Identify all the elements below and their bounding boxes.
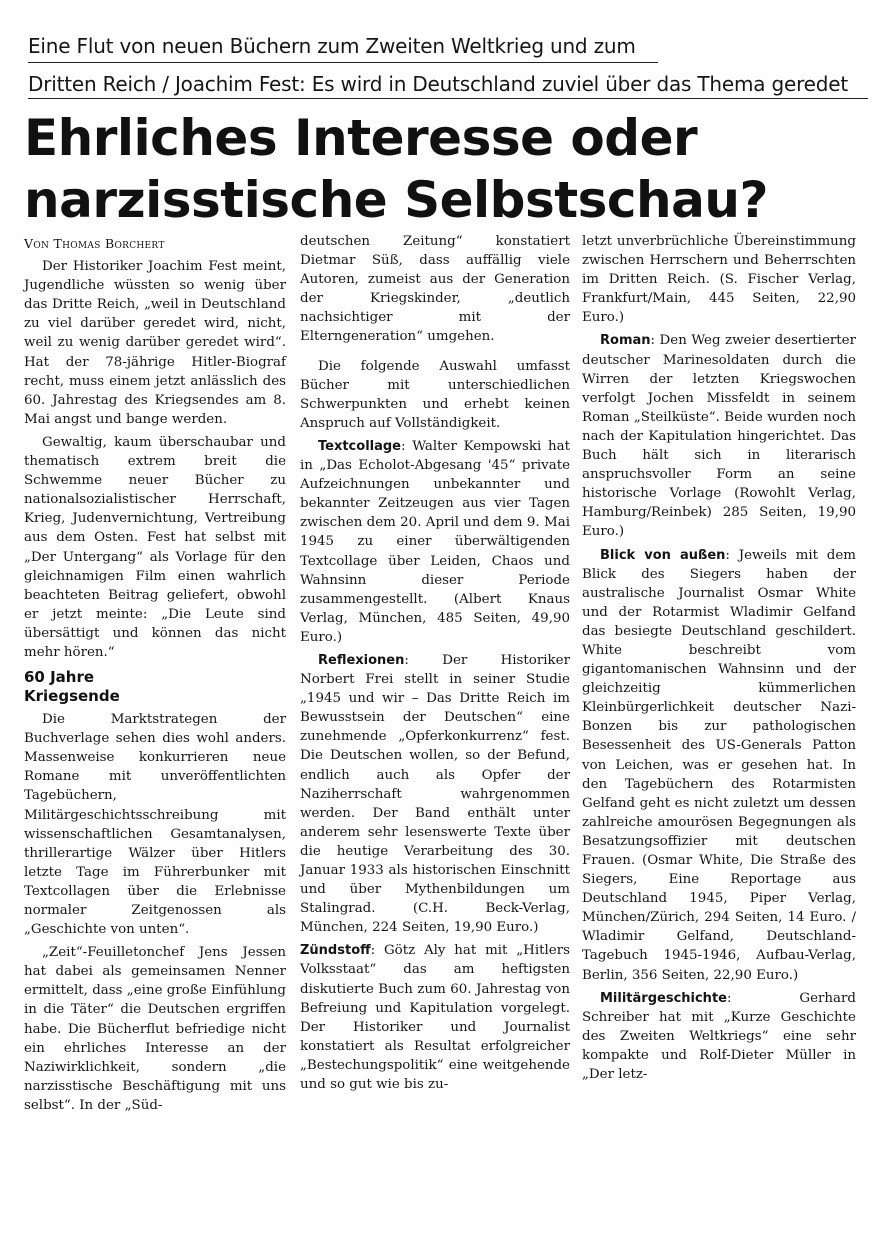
- section-heading-line-2: Kriegsende: [24, 687, 120, 706]
- headline-line-2: narzisstische Selbstschau?: [24, 171, 768, 229]
- article-column-2: [300, 232, 570, 1098]
- paragraph-lead: Textcollage: [318, 438, 402, 454]
- paragraph-lead: Reflexionen: [318, 652, 405, 668]
- section-heading-line-1: 60 Jahre: [24, 668, 95, 687]
- kicker-line-2: Dritten Reich / Joachim Fest: Es wird in Deutschland zuviel über das Thema geredet: [28, 72, 849, 96]
- paragraph: Blick von außen: Jeweils mit dem Blick des Siegers haben der australische Journalist Osmar White und der Rotarmist Wladimir Gelfand das besiegte Deutschland geschildert. White beschreibt vom gigantomanischen Wahnsinn und der gleichzeitig kümmerlichen Kleinbürgerlichkeit deutscher Nazi-Bonzen bis zur pathologischen Besessenheit des US-Generals Patton von Leichen, was er gesehen hat. In den Tagebüchern des Rotarmisten Gelfand geht es nicht zuletzt um dessen zahlreiche amourösen Begegnungen als Besatzungsoffizier mit deutschen Frauen. (Osmar White, Die Straße des Siegers, Eine Reportage aus Deutschland 1945, Piper Verlag, München/Zürich, 294 Seiten, 14 Euro. / Wladimir Gelfand, Deutschland-Tagebuch 1945-1946, Aufbau-Verlag, Berlin, 356 Seiten, 22,90 Euro.): [582, 547, 856, 983]
- byline: Von Thomas Borchert: [24, 236, 165, 251]
- article-column-3: [582, 232, 856, 1088]
- paragraph-lead: Roman: [600, 333, 651, 349]
- paragraph: Der Historiker Joachim Fest meint, Jugendliche wüssten so wenig über das Dritte Reich, „weil in Deutschland zu viel darüber geredet wird, nicht, weil zu wenig darüber geredet wird“. Hat der 78-jährige Hitler-Biograf recht, muss einem jetzt anlässlich des 60. Jahrestag des Kriegsendes am 8. Mai angst und bange werden.: [24, 259, 286, 427]
- paragraph: letzt unverbrüchliche Übereinstimmung zwischen Herrschern und Beherrschten im Dritten Reich. (S. Fischer Verlag, Frankfurt/Main, 445 Seiten, 22,90 Euro.): [582, 234, 856, 326]
- paragraph: Reflexionen: Der Historiker Norbert Frei stellt in seiner Studie „1945 und wir – Das Dritte Reich im Bewusstsein der Deutschen“ eine zunehmende „Opferkonkurrenz“ fest. Die Deutschen wollen, so der Befund, endlich auch als Opfer der Naziherrschaft wahrgenommen werden. Der Band enthält unter anderem sehr lesenswerte Texte über die heutige Verarbeitung des 30. Januar 1933 als historischen Einschnitt und über Mythenbildungen um Stalingrad. (C.H. Beck-Verlag, München, 224 Seiten, 19,90 Euro.): [300, 652, 570, 936]
- paragraph: Roman: Den Weg zweier desertierter deutscher Marinesoldaten durch die Wirren der letzten Kriegswochen verfolgt Jochen Missfeldt in seinem Roman „Steilküste“. Beide wurden noch nach der Kapitulation hingerichtet. Das Buch hält sich in literarisch anspruchsvoller Form an seine historische Vorlage (Rowohlt Verlag, Hamburg/Reinbek) 285 Seiten, 19,90 Euro.): [582, 333, 856, 540]
- section-heading: [24, 668, 286, 706]
- paragraph: Gewaltig, kaum überschaubar und thematisch extrem breit die Schwemme neuer Bücher zu nationalsozialistischer Herrschaft, Krieg, Judenvernichtung, Vertreibung aus dem Osten. Fest hat selbst mit „Der Untergang“ als Vorlage für den gleichnamigen Film einen wahrlich beachteten Beitrag geliefert, obwohl er jetzt meinte: „Die Leute sind übersättigt und können das nicht mehr hören.“: [24, 434, 286, 660]
- article-column-1: [24, 234, 286, 1119]
- kicker-underline-1: [28, 62, 658, 63]
- headline-line-1: Ehrliches Interesse oder: [24, 109, 698, 167]
- paragraph: Die Marktstrategen der Buchverlage sehen dies wohl anders. Massenweise konkurrieren neue Romane mit unveröffentlichten Tagebüchern, Militärgeschichtsschreibung mit wissenschaftlichen Gesamtanalysen, thrillerartige Wälzer über Hitlers letzte Tage im Führerbunker mit Textcollagen über die Erlebnisse normaler Zeitgenossen als „Geschichte von unten“.: [24, 712, 286, 938]
- paragraph: Militärgeschichte: Gerhard Schreiber hat mit „Kurze Geschichte des Zweiten Weltkriegs“ eine sehr kompakte und Rolf-Dieter Müller in „Der letz-: [582, 990, 856, 1083]
- paragraph: Zündstoff: Götz Aly hat mit „Hitlers Volksstaat“ das am heftigsten diskutierte Buch zum 60. Jahrestag von Befreiung und Kapitulation vorgelegt. Der Historiker und Journalist konstatiert als Resultat erfolgreicher „Bestechungspolitik“ eine weitgehende und so gut wie bis zu-: [300, 943, 570, 1093]
- paragraph-lead: Militärgeschichte: [600, 990, 727, 1006]
- paragraph: „Zeit“-Feuilletonchef Jens Jessen hat dabei als gemeinsamen Nenner ermittelt, dass „eine große Einfühlung in die Täter“ die Deutschen ergriffen habe. Die Bücherflut befriedige nicht ein ehrliches Interesse an der Naziwirklichkeit, sondern „die narzisstische Beschäftigung mit uns selbst“. In der „Süd-: [24, 945, 286, 1113]
- paragraph: Textcollage: Walter Kempowski hat in „Das Echolot-Abgesang '45“ private Aufzeichnungen unbekannter und bekannter Zeitzeugen aus vier Tagen zwischen dem 20. April und dem 9. Mai 1945 zu einer überwältigenden Textcollage über Leiden, Chaos und Wahnsinn dieser Periode zusammengestellt. (Albert Knaus Verlag, München, 485 Seiten, 49,90 Euro.): [300, 438, 570, 645]
- paragraph: Die folgende Auswahl umfasst Bücher mit unterschiedlichen Schwerpunkten und erhebt keinen Anspruch auf Vollständigkeit.: [300, 358, 570, 431]
- paragraph-lead: Blick von außen: [600, 547, 726, 563]
- paragraph-lead: Zündstoff: [300, 943, 371, 959]
- paragraph: deutschen Zeitung“ konstatiert Dietmar Süß, dass auffällig viele Autoren, zumeist aus der Generation der Kriegskinder, „deutlich nachsichtiger mit der Elterngeneration“ umgehen.: [300, 234, 570, 345]
- kicker-underline-2: [28, 98, 868, 99]
- kicker-line-1: Eine Flut von neuen Büchern zum Zweiten Weltkrieg und zum: [28, 34, 636, 58]
